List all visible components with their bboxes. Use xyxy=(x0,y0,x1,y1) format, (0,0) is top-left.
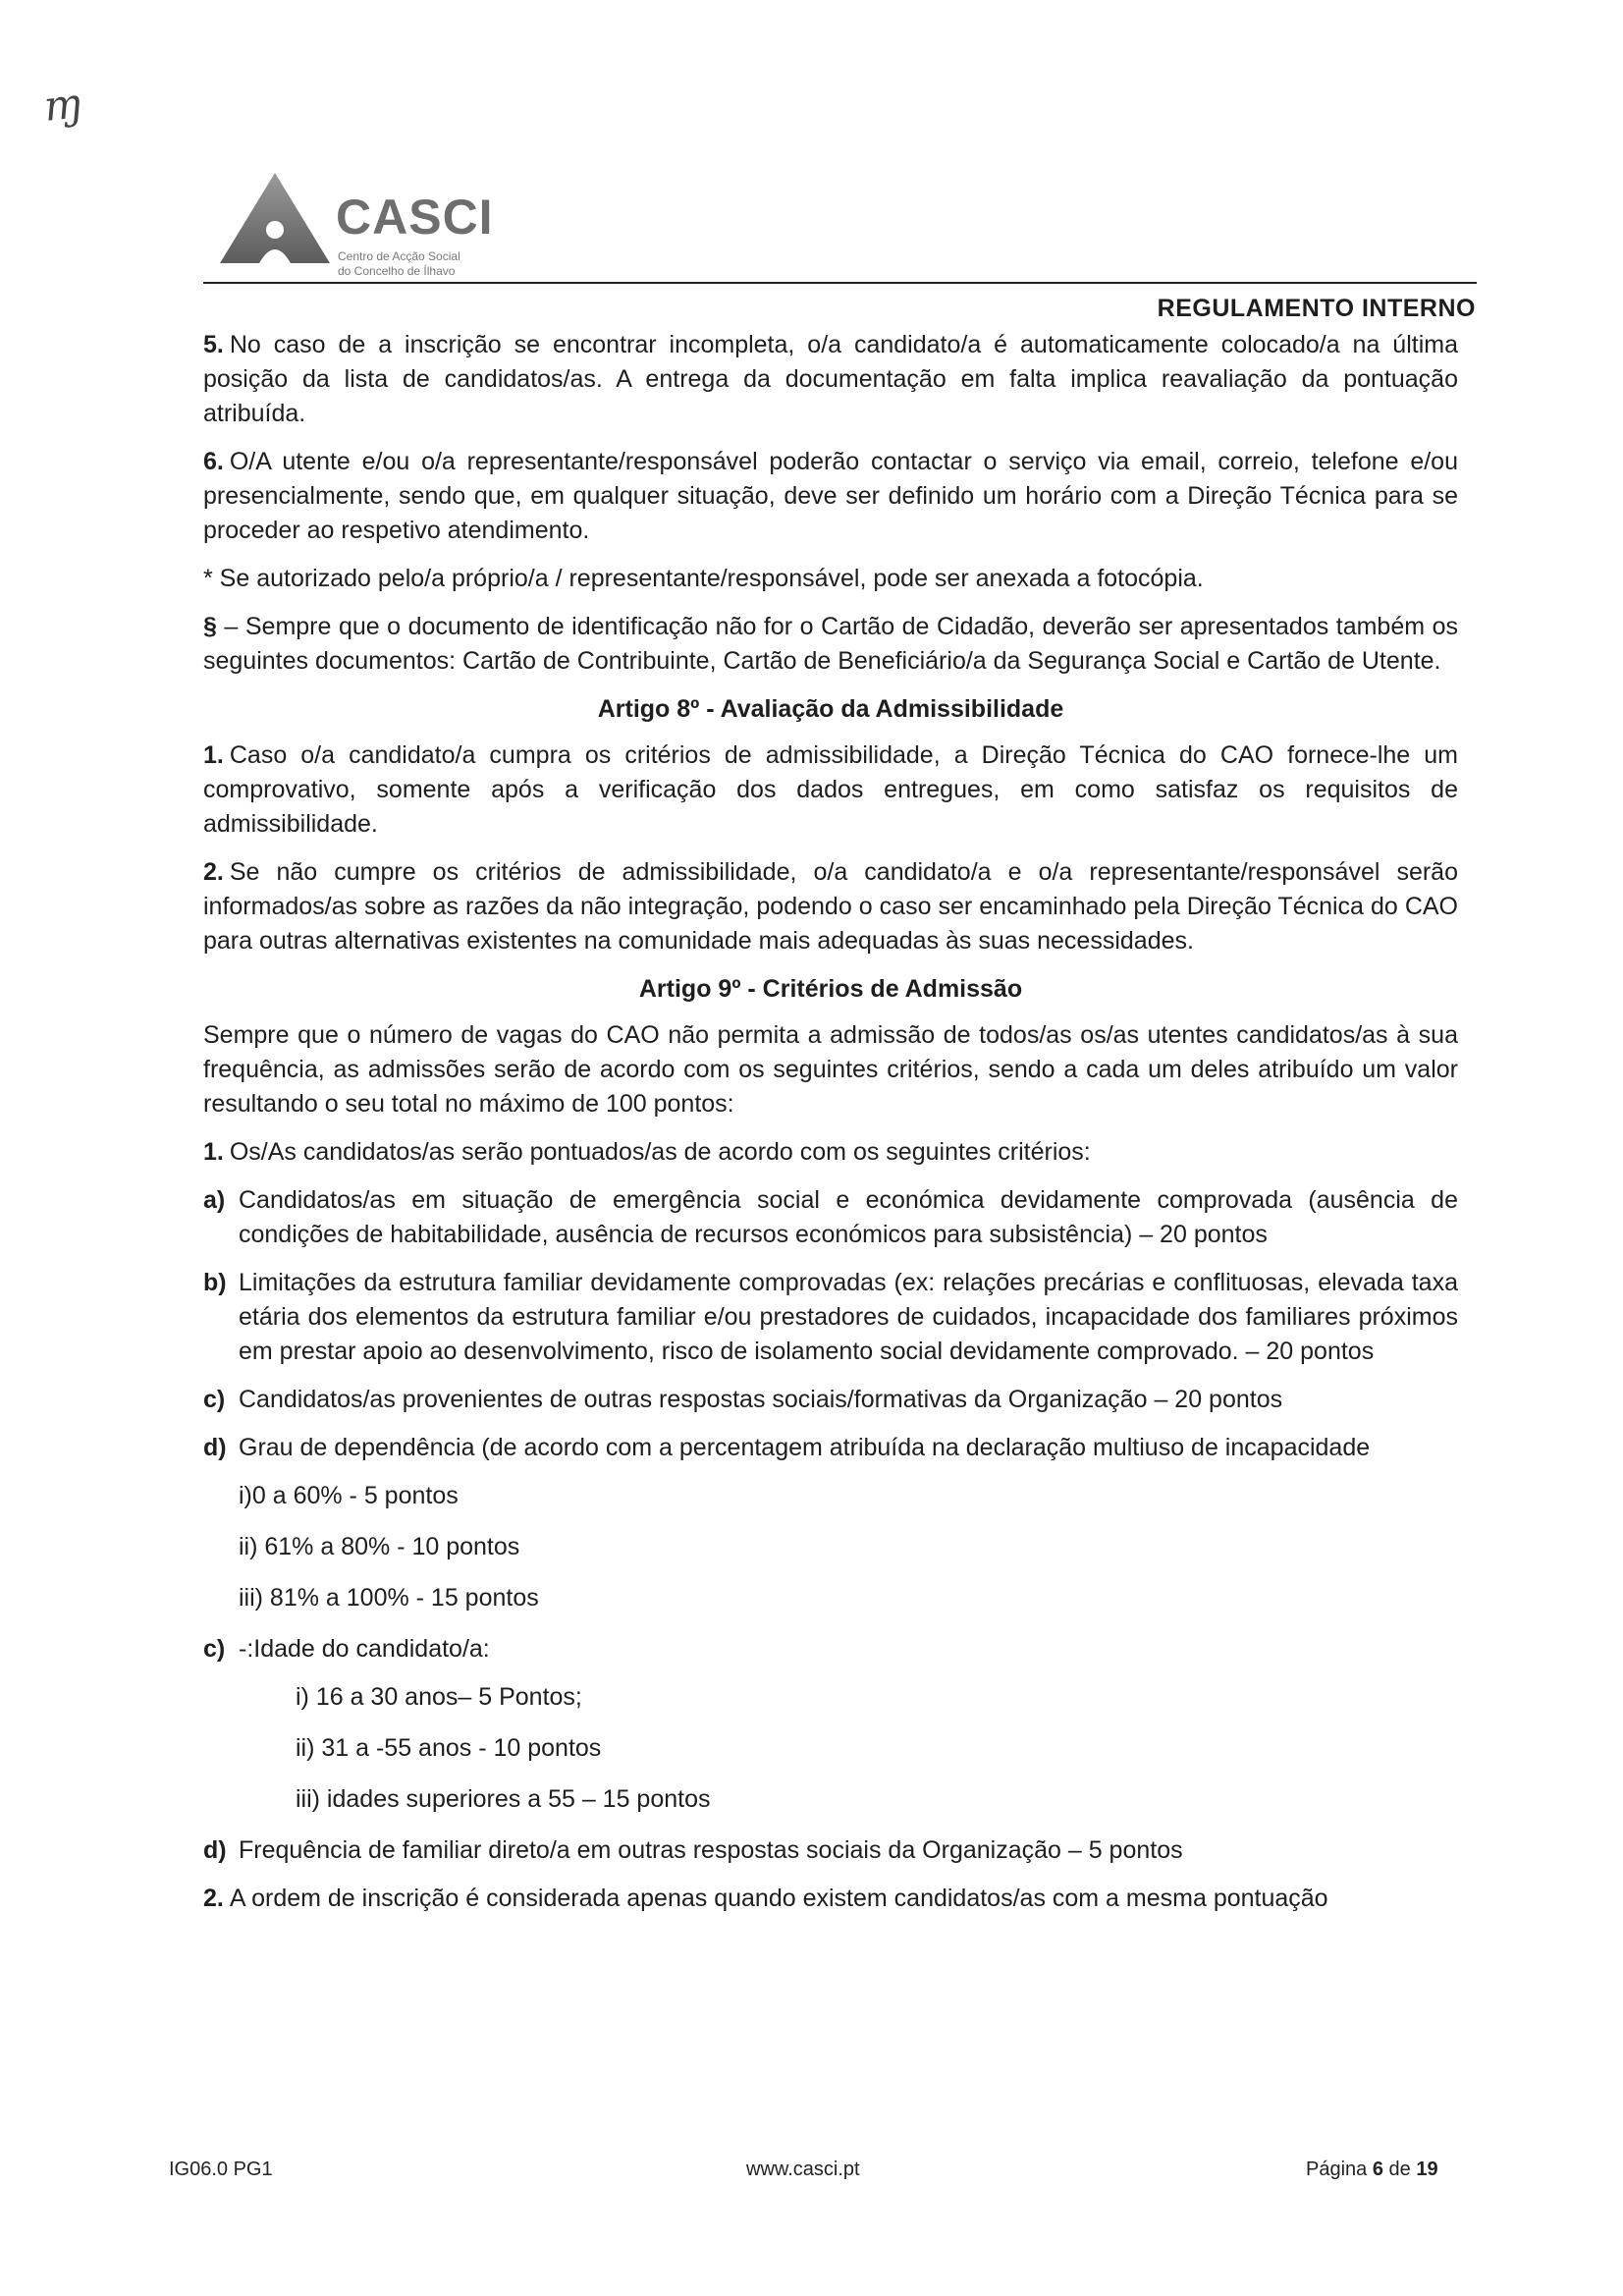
age-band-i: i) 16 a 30 anos– 5 Pontos; xyxy=(296,1683,582,1711)
logo-subtitle-line1: Centro de Acção Social xyxy=(338,249,460,263)
footer-document-code: IG06.0 PG1 xyxy=(169,2159,273,2180)
age-band-ii: ii) 31 a -55 anos - 10 pontos xyxy=(296,1734,602,1762)
criterion-label: d) xyxy=(203,1836,227,1864)
criterion-text: Grau de dependência (de acordo com a percentagem atribuída na declaração multiuso de incapacidade xyxy=(239,1434,1371,1461)
article-9-heading: Artigo 9º - Critérios de Admissão xyxy=(638,975,1023,1003)
article-8-heading: Artigo 8º - Avaliação da Admissibilidade xyxy=(597,695,1064,723)
paragraph-text: A ordem de inscrição é considerada apenas quando existem candidatos/as com a mesma pontuação xyxy=(229,1885,1328,1912)
dependency-level-ii: ii) 61% a 80% - 10 pontos xyxy=(239,1533,520,1560)
paragraph-number: 1. xyxy=(203,741,224,769)
criterion-c-organization xyxy=(203,1383,1458,1417)
article-9-paragraph-1 xyxy=(203,1135,1458,1170)
paragraph-5 xyxy=(203,328,1458,431)
criterion-text: -:Idade do candidato/a: xyxy=(239,1635,490,1663)
paragraph-number: 2. xyxy=(203,858,224,886)
criterion-label: c) xyxy=(203,1635,226,1663)
paragraph-6 xyxy=(203,445,1458,548)
page-current: 6 xyxy=(1372,2159,1383,2180)
criterion-text: Candidatos/as em situação de emergência social e económica devidamente comprovada (ausência de condições de habitabilidade, ausência de recursos económicos para subsistência) – 20 pontos xyxy=(239,1186,1458,1248)
criterion-label: c) xyxy=(203,1386,226,1413)
logo-name: CASCI xyxy=(336,190,494,245)
paragraph-number: 1. xyxy=(203,1138,224,1166)
header-divider xyxy=(203,282,1477,284)
criterion-text: Candidatos/as provenientes de outras respostas sociais/formativas da Organização – 20 pontos xyxy=(239,1386,1283,1413)
footer-page-number xyxy=(1306,2159,1438,2181)
paragraph-text: Se não cumpre os critérios de admissibilidade, o/a candidato/a e o/a representante/responsável serão informados/as sobre as razões da não integração, podendo o caso ser encaminhado pela Direção Técnica do CAO para outras alternativas existentes na comunidade mais adequadas às suas necessidades. xyxy=(203,858,1458,955)
page-of: de xyxy=(1382,2159,1417,2180)
document-title: REGULAMENTO INTERNO xyxy=(1157,295,1476,322)
page-prefix: Página xyxy=(1306,2159,1373,2180)
paragraph-text: No caso de a inscrição se encontrar incompleta, o/a candidato/a é automaticamente colocado/a na última posição da lista de candidatos/as. A entrega da documentação em falta implica reavaliação da pontuação atribuída. xyxy=(203,331,1458,427)
document-body xyxy=(203,328,1458,1930)
paragraph-number: 2. xyxy=(203,1885,224,1912)
paragraph-text: O/A utente e/ou o/a representante/responsável poderão contactar o serviço via email, correio, telefone e/ou presencialmente, sendo que, em qualquer situação, deve ser definido um horário com a Direção Técnica para se proceder ao respetivo atendimento. xyxy=(203,448,1458,544)
criterion-label: d) xyxy=(203,1434,227,1461)
dependency-level-iii: iii) 81% a 100% - 15 pontos xyxy=(239,1584,539,1612)
handwritten-margin-mark: ɱ xyxy=(40,79,85,131)
dependency-level-i: i)0 a 60% - 5 pontos xyxy=(239,1482,459,1509)
paragraph-text: Caso o/a candidato/a cumpra os critérios de admissibilidade, a Direção Técnica do CAO fornece-lhe um comprovativo, somente após a verificação dos dados entregues, em como satisfaz os requisitos de admissibilidade. xyxy=(203,741,1458,838)
criterion-d-dependency xyxy=(203,1431,1458,1465)
article-8-paragraph-1 xyxy=(203,738,1458,842)
note-documents xyxy=(203,610,1458,679)
paragraph-number: 5. xyxy=(203,331,224,358)
criterion-label: b) xyxy=(203,1269,227,1296)
section-sign: § xyxy=(203,613,217,640)
footer-website: www.casci.pt xyxy=(746,2159,860,2180)
criterion-c-age xyxy=(203,1632,1458,1667)
article-9-intro: Sempre que o número de vagas do CAO não permita a admissão de todos/as os/as utentes candidatos/as à sua frequência, as admissões serão de acordo com os seguintes critérios, sendo a cada um deles atribuído um valor resultando o seu total no máximo de 100 pontos: xyxy=(203,1021,1458,1118)
criterion-a xyxy=(203,1183,1458,1252)
age-band-iii: iii) idades superiores a 55 – 15 pontos xyxy=(296,1785,711,1813)
criterion-text: Limitações da estrutura familiar devidamente comprovadas (ex: relações precárias e conflituosas, elevada taxa etária dos elementos da estrutura familiar e/ou prestadores de cuidados, incapacidade dos familiares próximos em prestar apoio ao desenvolvimento, risco de isolamento social devidamente comprovado. – 20 pontos xyxy=(239,1269,1458,1365)
paragraph-number: 6. xyxy=(203,448,224,475)
note-photocopy: * Se autorizado pelo/a próprio/a / representante/responsável, pode ser anexada a fotocópia. xyxy=(203,565,1204,592)
criterion-text: Frequência de familiar direto/a em outras respostas sociais da Organização – 5 pontos xyxy=(239,1836,1183,1864)
criterion-b xyxy=(203,1266,1458,1369)
note-text: – Sempre que o documento de identificação não for o Cartão de Cidadão, deverão ser apresentados também os seguintes documentos: Cartão de Contribuinte, Cartão de Beneficiário/a da Segurança Social e Cartão de Utente. xyxy=(203,613,1458,675)
paragraph-text: Os/As candidatos/as serão pontuados/as de acordo com os seguintes critérios: xyxy=(229,1138,1091,1166)
logo-triangle-icon xyxy=(216,167,334,265)
logo-subtitle-line2: do Concelho de Ílhavo xyxy=(338,264,456,278)
criterion-label: a) xyxy=(203,1186,226,1214)
article-9-paragraph-2 xyxy=(203,1882,1458,1916)
casci-logo xyxy=(216,167,530,280)
page-total: 19 xyxy=(1416,2159,1438,2180)
article-8-paragraph-2 xyxy=(203,855,1458,958)
criterion-d-family xyxy=(203,1833,1458,1868)
